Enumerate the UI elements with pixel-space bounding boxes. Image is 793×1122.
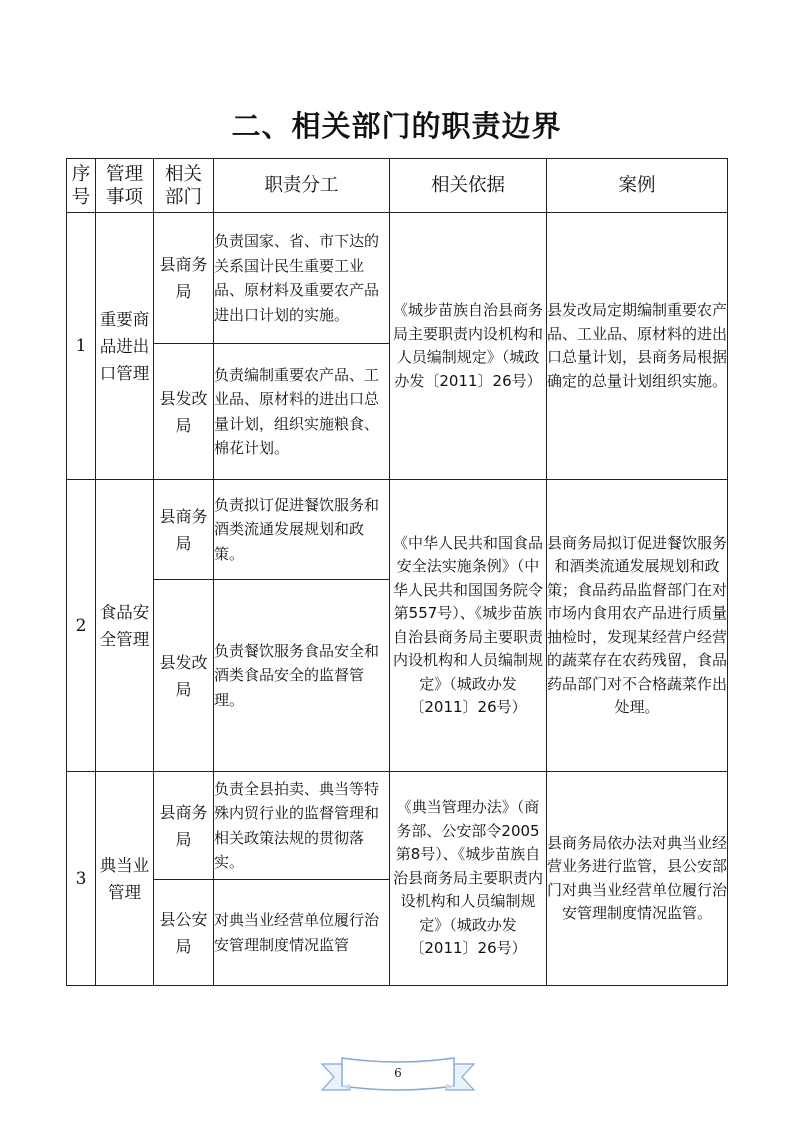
row-number: 2 — [67, 480, 96, 772]
department: 县商务局 — [154, 213, 214, 344]
duty-division: 负责编制重要农产品、工业品、原材料的进出口总量计划，组织实施粮食、棉花计划。 — [214, 344, 390, 480]
legal-basis: 《典当管理办法》（商务部、公安部令2005第8号）、《城步苗族自治县商务局主要职责内设机构和人员编制规定》（城政办发〔2011〕26号） — [390, 772, 547, 986]
header-duty: 职责分工 — [214, 159, 390, 213]
duty-division: 负责全县拍卖、典当等特殊内贸行业的监督管理和相关政策法规的贯彻落实。 — [214, 772, 390, 880]
table-header-row — [67, 159, 728, 213]
table-row — [67, 772, 728, 880]
legal-basis: 《城步苗族自治县商务局主要职责内设机构和人员编制规定》（城政办发〔2011〕26号） — [390, 213, 547, 480]
duty-division: 负责拟订促进餐饮服务和酒类流通发展规划和政策。 — [214, 480, 390, 580]
department: 县商务局 — [154, 480, 214, 580]
management-item: 重要商品进出口管理 — [96, 213, 154, 480]
case-example: 县发改局定期编制重要农产品、工业品、原材料的进出口总量计划，县商务局根据确定的总量计划组织实施。 — [547, 213, 728, 480]
case-example: 县商务局依办法对典当业经营业务进行监管，县公安部门对典当业经营单位履行治安管理制度情况监管。 — [547, 772, 728, 986]
page-title: 二、相关部门的职责边界 — [231, 109, 562, 143]
legal-basis: 《中华人民共和国食品安全法实施条例》（中华人民共和国国务院令第557号）、《城步苗族自治县商务局主要职责内设机构和人员编制规定》（城政办发〔2011〕26号） — [390, 480, 547, 772]
case-example: 县商务局拟订促进餐饮服务和酒类流通发展规划和政策；食品药品监督部门在对市场内食用农产品进行质量抽检时，发现某经营户经营的蔬菜存在农药残留，食品药品部门对不合格蔬菜作出处理。 — [547, 480, 728, 772]
duty-boundary-table — [66, 158, 728, 986]
header-num: 序号 — [67, 159, 96, 213]
table-row — [67, 213, 728, 344]
department: 县商务局 — [154, 772, 214, 880]
department: 县发改局 — [154, 344, 214, 480]
header-case: 案例 — [547, 159, 728, 213]
department: 县公安局 — [154, 880, 214, 986]
management-item: 食品安全管理 — [96, 480, 154, 772]
page-number: 6 — [394, 1066, 402, 1080]
management-item: 典当业管理 — [96, 772, 154, 986]
duty-division: 对典当业经营单位履行治安管理制度情况监管 — [214, 880, 390, 986]
table-row — [67, 480, 728, 580]
department: 县发改局 — [154, 580, 214, 772]
row-number: 3 — [67, 772, 96, 986]
header-dept: 相关部门 — [154, 159, 214, 213]
duty-division: 负责国家、省、市下达的关系国计民生重要工业品、原材料及重要农产品进出口计划的实施。 — [214, 213, 390, 344]
row-number: 1 — [67, 213, 96, 480]
header-item: 管理事项 — [96, 159, 154, 213]
header-basis: 相关依据 — [390, 159, 547, 213]
duty-division: 负责餐饮服务食品安全和酒类食品安全的监督管理。 — [214, 580, 390, 772]
